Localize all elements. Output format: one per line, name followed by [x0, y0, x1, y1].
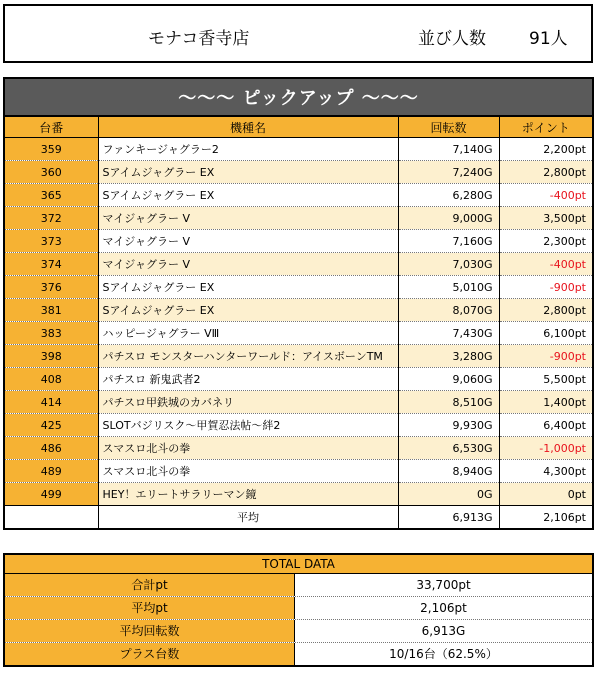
machine-number: 486 [5, 437, 98, 460]
total-label: プラス台数 [5, 643, 295, 665]
spin-count: 7,430G [398, 322, 499, 345]
point-value: 4,300pt [499, 460, 592, 483]
table-row [5, 230, 592, 253]
machine-name: Sアイムジャグラー EX [98, 161, 398, 184]
point-value: 2,200pt [499, 138, 592, 161]
point-value: 5,500pt [499, 368, 592, 391]
total-row [5, 574, 592, 597]
total-value: 2,106pt [420, 601, 467, 615]
machine-number: 365 [5, 184, 98, 207]
people-value: 91人 [529, 29, 568, 49]
machine-number: 360 [5, 161, 98, 184]
total-value: 6,913G [421, 624, 466, 638]
machine-name: スマスロ北斗の拳 [98, 460, 398, 483]
machine-number: 381 [5, 299, 98, 322]
table-row [5, 322, 592, 345]
point-value: 6,100pt [499, 322, 592, 345]
table-row [5, 414, 592, 437]
total-label: 平均pt [5, 597, 295, 619]
spin-count: 9,060G [398, 368, 499, 391]
point-value: 2,800pt [499, 299, 592, 322]
header-box [3, 4, 593, 63]
machine-name: マイジャグラー V [98, 207, 398, 230]
machine-name: HEY！エリートサラリーマン鏡 [98, 483, 398, 506]
point-value: 3,500pt [499, 207, 592, 230]
machine-number: 414 [5, 391, 98, 414]
table-row [5, 368, 592, 391]
spin-count: 8,510G [398, 391, 499, 414]
machine-number: 373 [5, 230, 98, 253]
spin-count: 9,000G [398, 207, 499, 230]
machine-name: マイジャグラー V [98, 253, 398, 276]
machine-number: 408 [5, 368, 98, 391]
col-machine-no: 台番 [5, 117, 98, 138]
table-row [5, 184, 592, 207]
machine-name: SLOTバジリスク～甲賀忍法帖～絆2 [98, 414, 398, 437]
pickup-table [5, 117, 592, 528]
machine-number: 398 [5, 345, 98, 368]
average-points: 2,106pt [499, 506, 592, 529]
spin-count: 9,930G [398, 414, 499, 437]
machine-name: ファンキージャグラー2 [98, 138, 398, 161]
machine-name: Sアイムジャグラー EX [98, 184, 398, 207]
spin-count: 0G [398, 483, 499, 506]
machine-name: Sアイムジャグラー EX [98, 276, 398, 299]
point-value: -900pt [499, 345, 592, 368]
spin-count: 7,030G [398, 253, 499, 276]
spin-count: 5,010G [398, 276, 499, 299]
total-label: 合計pt [5, 574, 295, 596]
spin-count: 6,530G [398, 437, 499, 460]
table-row [5, 161, 592, 184]
table-row [5, 253, 592, 276]
table-row [5, 460, 592, 483]
table-row [5, 276, 592, 299]
col-spins: 回転数 [398, 117, 499, 138]
total-row [5, 643, 592, 665]
spin-count: 7,140G [398, 138, 499, 161]
col-machine-name: 機種名 [98, 117, 398, 138]
point-value: -400pt [499, 184, 592, 207]
average-row [5, 506, 592, 529]
point-value: 6,400pt [499, 414, 592, 437]
spin-count: 6,280G [398, 184, 499, 207]
machine-name: スマスロ北斗の拳 [98, 437, 398, 460]
machine-name: パチスロ モンスターハンターワールド：アイスボーンTM [98, 345, 398, 368]
point-value: 2,800pt [499, 161, 592, 184]
table-row [5, 437, 592, 460]
point-value: 0pt [499, 483, 592, 506]
total-row [5, 620, 592, 643]
total-data-box [3, 553, 594, 667]
pickup-banner: ～～～ ピックアップ ～～～ [5, 79, 592, 117]
point-value: -900pt [499, 276, 592, 299]
average-label: 平均 [98, 506, 398, 529]
machine-number: 374 [5, 253, 98, 276]
average-spacer [5, 506, 98, 529]
machine-number: 372 [5, 207, 98, 230]
table-row [5, 391, 592, 414]
machine-number: 359 [5, 138, 98, 161]
col-points: ポイント [499, 117, 592, 138]
machine-number: 425 [5, 414, 98, 437]
spin-count: 8,070G [398, 299, 499, 322]
total-row [5, 597, 592, 620]
machine-name: ハッピージャグラー VⅢ [98, 322, 398, 345]
machine-name: マイジャグラー V [98, 230, 398, 253]
machine-name: パチスロ甲鉄城のカバネリ [98, 391, 398, 414]
point-value: -1,000pt [499, 437, 592, 460]
total-value: 33,700pt [416, 578, 471, 592]
spin-count: 7,240G [398, 161, 499, 184]
total-label: 平均回転数 [5, 620, 295, 642]
point-value: -400pt [499, 253, 592, 276]
table-row [5, 207, 592, 230]
people-label: 並び人数 [418, 29, 486, 49]
total-rows [5, 574, 592, 665]
spin-count: 7,160G [398, 230, 499, 253]
machine-name: パチスロ 新鬼武者2 [98, 368, 398, 391]
pickup-header-row [5, 117, 592, 138]
table-row [5, 138, 592, 161]
table-row [5, 345, 592, 368]
machine-name: Sアイムジャグラー EX [98, 299, 398, 322]
total-value: 10/16台（62.5%） [389, 647, 498, 661]
pickup-table-box [3, 77, 594, 530]
machine-number: 499 [5, 483, 98, 506]
point-value: 2,300pt [499, 230, 592, 253]
spin-count: 3,280G [398, 345, 499, 368]
machine-number: 383 [5, 322, 98, 345]
machine-number: 376 [5, 276, 98, 299]
total-title: TOTAL DATA [5, 555, 592, 574]
pickup-rows [5, 138, 592, 506]
point-value: 1,400pt [499, 391, 592, 414]
table-row [5, 299, 592, 322]
machine-number: 489 [5, 460, 98, 483]
spin-count: 8,940G [398, 460, 499, 483]
average-spins: 6,913G [398, 506, 499, 529]
table-row [5, 483, 592, 506]
store-name: モナコ香寺店 [148, 29, 250, 49]
